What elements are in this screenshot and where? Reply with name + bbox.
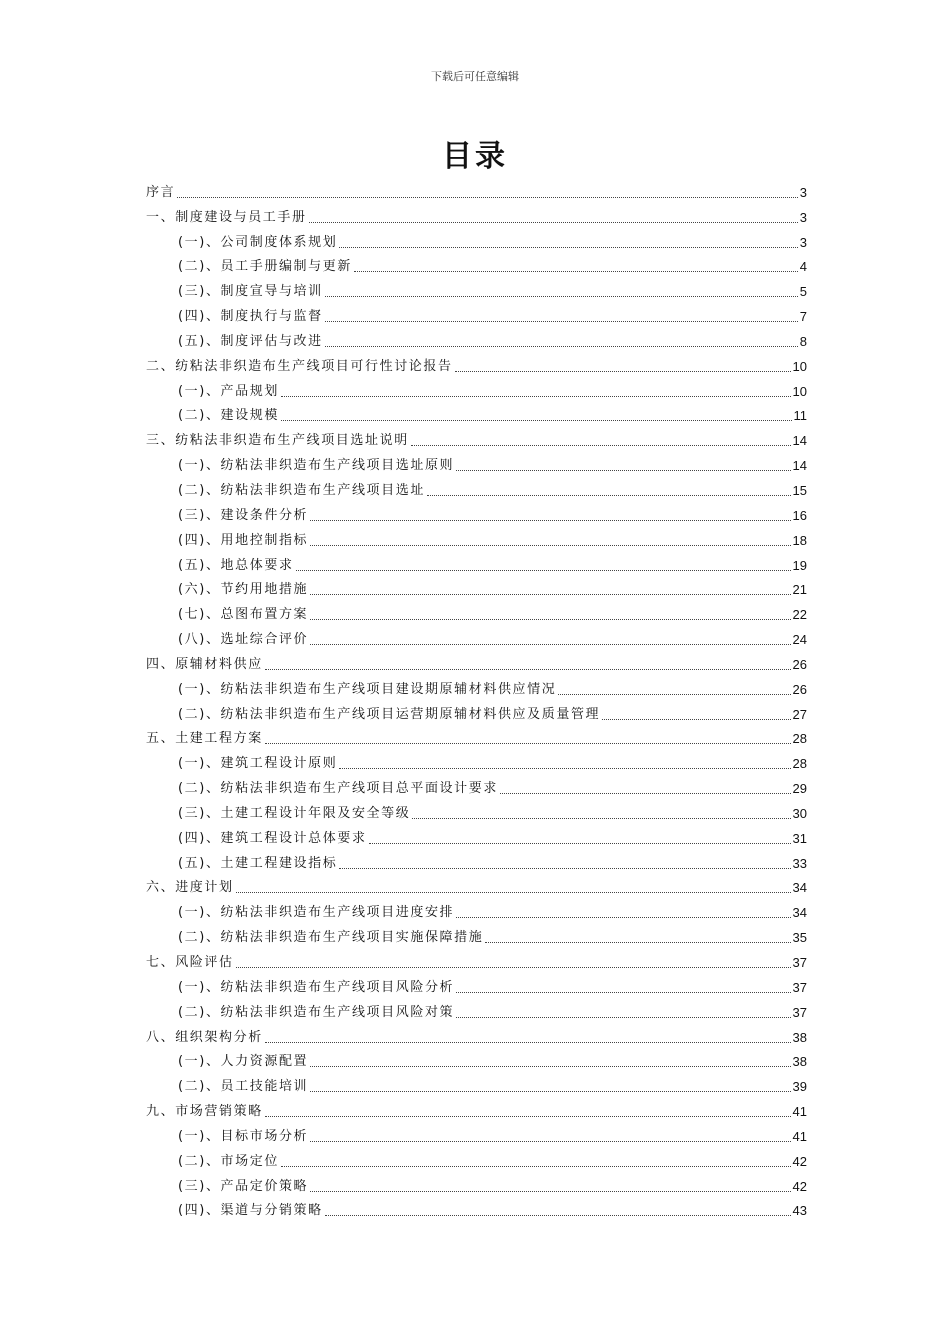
toc-entry-label: (八)、选址综合评价 xyxy=(178,632,309,648)
toc-page-number: 35 xyxy=(792,930,807,946)
toc-entry-label: (二)、建设规模 xyxy=(178,408,279,424)
toc-entry-label: (二)、员工手册编制与更新 xyxy=(178,259,352,275)
toc-subentry[interactable] xyxy=(146,896,807,921)
toc-page-number: 27 xyxy=(792,706,807,722)
toc-page-number: 14 xyxy=(792,458,807,474)
toc-dot-leader xyxy=(369,842,791,844)
toc-page-number: 43 xyxy=(792,1203,807,1219)
toc-entry-label: 三、纺粘法非织造布生产线项目选址说明 xyxy=(146,433,409,449)
toc-subentry[interactable] xyxy=(146,400,807,425)
toc-page-number: 4 xyxy=(799,259,807,275)
toc-dot-leader xyxy=(177,196,798,198)
toc-entry-label: (一)、纺粘法非织造布生产线项目进度安排 xyxy=(178,905,455,921)
toc-entry-label: (二)、纺粘法非织造布生产线项目风险对策 xyxy=(178,1004,455,1020)
toc-dot-leader xyxy=(236,891,791,893)
toc-page-number: 38 xyxy=(792,1029,807,1045)
toc-subentry[interactable] xyxy=(146,822,807,847)
toc-subentry[interactable] xyxy=(146,1046,807,1071)
toc-page-number: 22 xyxy=(792,607,807,623)
toc-page-number: 3 xyxy=(799,184,807,200)
toc-entry-label: (一)、人力资源配置 xyxy=(178,1054,309,1070)
toc-entry-label: (四)、用地控制指标 xyxy=(178,532,309,548)
toc-subentry[interactable] xyxy=(146,524,807,549)
toc-entry-label: (四)、制度执行与监督 xyxy=(178,309,323,325)
toc-page-number: 42 xyxy=(792,1153,807,1169)
toc-page-number: 10 xyxy=(792,358,807,374)
toc-dot-leader xyxy=(354,270,798,272)
toc-page-number: 41 xyxy=(792,1104,807,1120)
toc-page-number: 26 xyxy=(792,656,807,672)
toc-subentry[interactable] xyxy=(146,1145,807,1170)
toc-entry[interactable] xyxy=(146,648,807,673)
page-title: 目录 xyxy=(442,139,508,174)
toc-dot-leader xyxy=(500,792,791,794)
toc-page-number: 18 xyxy=(792,532,807,548)
toc-dot-leader xyxy=(558,693,790,695)
toc-page-number: 31 xyxy=(792,830,807,846)
toc-dot-leader xyxy=(339,767,790,769)
page-header-note: 下载后可任意编辑 xyxy=(431,70,519,83)
toc-entry-label: 一、制度建设与员工手册 xyxy=(146,209,307,225)
toc-subentry[interactable] xyxy=(146,772,807,797)
toc-subentry[interactable] xyxy=(146,499,807,524)
toc-subentry[interactable] xyxy=(146,747,807,772)
toc-dot-leader xyxy=(602,718,790,720)
toc-dot-leader xyxy=(310,618,790,620)
toc-page-number: 28 xyxy=(792,756,807,772)
toc-page-number: 37 xyxy=(792,955,807,970)
toc-entry[interactable] xyxy=(146,350,807,375)
toc-entry-label: (二)、市场定位 xyxy=(178,1153,279,1169)
toc-subentry[interactable] xyxy=(146,698,807,723)
toc-page-number: 16 xyxy=(792,507,807,523)
toc-entry-label: 六、进度计划 xyxy=(146,880,234,896)
toc-dot-leader xyxy=(265,668,791,670)
toc-entry-label: (一)、公司制度体系规划 xyxy=(178,234,338,250)
toc-entry[interactable] xyxy=(146,424,807,449)
toc-subentry[interactable] xyxy=(146,673,807,698)
toc-page-number: 14 xyxy=(792,433,807,449)
toc-subentry[interactable] xyxy=(146,598,807,623)
toc-dot-leader xyxy=(310,1065,790,1067)
toc-subentry[interactable] xyxy=(146,1120,807,1145)
toc-entry-label: (五)、土建工程建设指标 xyxy=(178,855,338,871)
toc-entry[interactable] xyxy=(146,946,807,971)
toc-entry[interactable] xyxy=(146,723,807,748)
toc-subentry[interactable] xyxy=(146,971,807,996)
toc-page-number: 34 xyxy=(792,905,807,921)
toc-subentry[interactable] xyxy=(146,921,807,946)
toc-dot-leader xyxy=(339,867,790,869)
toc-dot-leader xyxy=(281,1165,791,1167)
toc-entry[interactable] xyxy=(146,872,807,897)
toc-entry-label: (一)、纺粘法非织造布生产线项目选址原则 xyxy=(178,458,455,474)
toc-entry-label: (一)、目标市场分析 xyxy=(178,1128,309,1144)
toc-page-number: 3 xyxy=(799,234,807,250)
toc-page-number: 10 xyxy=(792,383,807,399)
toc-page-number: 30 xyxy=(792,805,807,821)
toc-page-number: 19 xyxy=(792,557,807,573)
toc-dot-leader xyxy=(265,742,791,744)
toc-dot-leader xyxy=(281,419,792,421)
toc-subentry[interactable] xyxy=(146,449,807,474)
toc-dot-leader xyxy=(411,444,791,446)
toc-entry-label: (三)、土建工程设计年限及安全等级 xyxy=(178,805,411,821)
toc-dot-leader xyxy=(485,941,790,943)
toc-subentry[interactable] xyxy=(146,996,807,1021)
toc-subentry[interactable] xyxy=(146,375,807,400)
toc-entry[interactable] xyxy=(146,1021,807,1046)
toc-dot-leader xyxy=(455,370,791,372)
toc-entry-label: 四、原辅材料供应 xyxy=(146,656,263,672)
toc-dot-leader xyxy=(265,1115,791,1117)
toc-dot-leader xyxy=(427,494,791,496)
toc-entry-label: (一)、建筑工程设计原则 xyxy=(178,756,338,772)
toc-subentry[interactable] xyxy=(146,1170,807,1195)
toc-entry-label: (三)、产品定价策略 xyxy=(178,1178,309,1194)
toc-entry-label: (二)、纺粘法非织造布生产线项目运营期原辅材料供应及质量管理 xyxy=(178,706,601,722)
toc-entry-label: (一)、纺粘法非织造布生产线项目建设期原辅材料供应情况 xyxy=(178,681,557,697)
toc-dot-leader xyxy=(456,991,790,993)
toc-page-number: 38 xyxy=(792,1054,807,1070)
toc-dot-leader xyxy=(325,295,798,297)
toc-dot-leader xyxy=(325,345,798,347)
toc-page-number: 29 xyxy=(792,781,807,797)
toc-subentry[interactable] xyxy=(146,549,807,574)
toc-entry[interactable] xyxy=(146,176,807,201)
toc-entry-label: 九、市场营销策略 xyxy=(146,1104,263,1120)
toc-page-number: 24 xyxy=(792,632,807,648)
toc-entry[interactable] xyxy=(146,1095,807,1120)
toc-subentry[interactable] xyxy=(146,325,807,350)
toc-entry-label: (六)、节约用地措施 xyxy=(178,582,309,598)
toc-dot-leader xyxy=(310,1140,790,1142)
toc-page-number: 28 xyxy=(792,731,807,747)
toc-dot-leader xyxy=(325,1214,791,1216)
toc-subentry[interactable] xyxy=(146,474,807,499)
toc-page-number: 11 xyxy=(793,408,807,424)
toc-dot-leader xyxy=(265,1041,791,1043)
toc-subentry[interactable] xyxy=(146,1070,807,1095)
toc-subentry[interactable] xyxy=(146,574,807,599)
toc-entry-label: (一)、产品规划 xyxy=(178,383,279,399)
toc-dot-leader xyxy=(339,246,797,248)
toc-dot-leader xyxy=(310,1190,790,1192)
toc-subentry[interactable] xyxy=(146,275,807,300)
toc-page-number: 34 xyxy=(792,880,807,896)
toc-page-number: 42 xyxy=(792,1178,807,1194)
table-of-contents xyxy=(146,176,807,1219)
toc-entry-label: 序言 xyxy=(146,184,176,200)
toc-entry[interactable] xyxy=(146,201,807,226)
toc-subentry[interactable] xyxy=(146,797,807,822)
toc-page-number: 26 xyxy=(792,681,807,697)
toc-page-number: 33 xyxy=(792,855,807,871)
toc-subentry[interactable] xyxy=(146,1195,807,1220)
toc-dot-leader xyxy=(310,643,790,645)
toc-entry-label: (五)、制度评估与改进 xyxy=(178,333,323,349)
toc-subentry[interactable] xyxy=(146,251,807,276)
toc-dot-leader xyxy=(236,966,791,968)
toc-dot-leader xyxy=(456,1016,790,1018)
toc-subentry[interactable] xyxy=(146,847,807,872)
toc-dot-leader xyxy=(281,395,791,397)
toc-dot-leader xyxy=(309,221,798,223)
toc-entry-label: (七)、总图布置方案 xyxy=(178,607,309,623)
toc-entry-label: (四)、建筑工程设计总体要求 xyxy=(178,830,367,846)
toc-entry-label: (四)、渠道与分销策略 xyxy=(178,1203,323,1219)
toc-entry-label: 五、土建工程方案 xyxy=(146,731,263,747)
toc-dot-leader xyxy=(456,469,790,471)
toc-entry-label: (二)、纺粘法非织造布生产线项目选址 xyxy=(178,482,425,498)
toc-dot-leader xyxy=(310,593,790,595)
toc-dot-leader xyxy=(296,569,791,571)
toc-entry-label: (二)、员工技能培训 xyxy=(178,1079,309,1095)
toc-entry-label: 七、风险评估 xyxy=(146,955,234,970)
toc-page-number: 37 xyxy=(792,979,807,995)
toc-entry-label: 二、纺粘法非织造布生产线项目可行性讨论报告 xyxy=(146,358,453,374)
toc-entry-label: 八、组织架构分析 xyxy=(146,1029,263,1045)
toc-entry-label: (五)、地总体要求 xyxy=(178,557,294,573)
toc-entry-label: (三)、建设条件分析 xyxy=(178,507,309,523)
toc-dot-leader xyxy=(412,817,790,819)
toc-page-number: 8 xyxy=(799,333,807,349)
toc-page-number: 3 xyxy=(799,209,807,225)
toc-dot-leader xyxy=(456,916,790,918)
toc-page-number: 21 xyxy=(792,582,807,598)
toc-entry-label: (二)、纺粘法非织造布生产线项目总平面设计要求 xyxy=(178,781,498,797)
toc-entry-label: (二)、纺粘法非织造布生产线项目实施保障措施 xyxy=(178,930,484,946)
toc-page-number: 15 xyxy=(792,482,807,498)
toc-dot-leader xyxy=(310,544,790,546)
toc-page-number: 5 xyxy=(799,284,807,300)
toc-subentry[interactable] xyxy=(146,226,807,251)
toc-page-number: 41 xyxy=(792,1128,807,1144)
toc-page-number: 7 xyxy=(799,309,807,325)
toc-subentry[interactable] xyxy=(146,300,807,325)
toc-dot-leader xyxy=(310,519,790,521)
toc-dot-leader xyxy=(325,320,798,322)
toc-page-number: 39 xyxy=(792,1079,807,1095)
toc-subentry[interactable] xyxy=(146,623,807,648)
toc-entry-label: (一)、纺粘法非织造布生产线项目风险分析 xyxy=(178,979,455,995)
toc-dot-leader xyxy=(310,1090,790,1092)
toc-entry-label: (三)、制度宣导与培训 xyxy=(178,284,323,300)
toc-page-number: 37 xyxy=(792,1004,807,1020)
